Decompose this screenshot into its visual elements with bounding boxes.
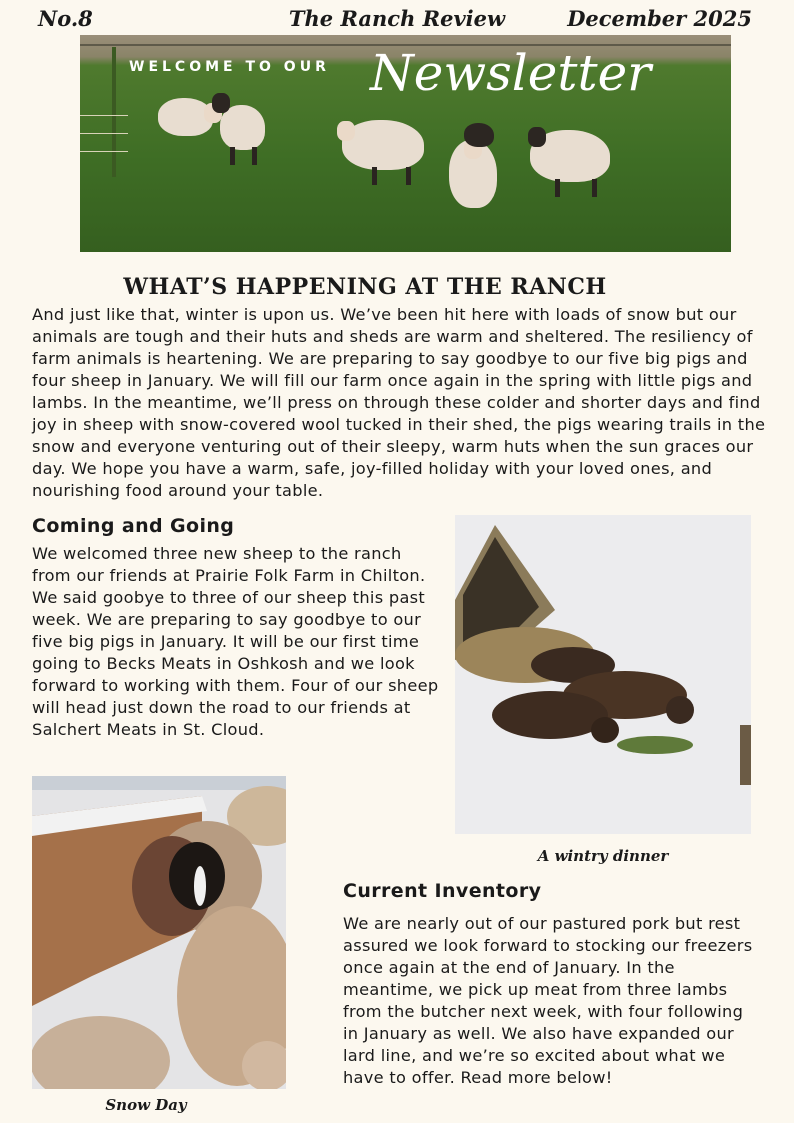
issue-date: December 2025 — [567, 6, 752, 31]
inventory-paragraph: We are nearly out of our pastured pork but rest assured we look forward to stocking our freezers once again at the end of January. In the meantime, we pick up meat from three lambs from the butcher next week, with four following in January as well. We also have expanded our lard line, and we’re so excited about what we have to offer. Read more below! — [343, 914, 753, 1087]
sheep-figure — [220, 105, 265, 150]
coming-going-heading: Coming and Going — [32, 515, 235, 537]
pigs-illustration — [455, 515, 751, 834]
hero-sheep-photo — [80, 35, 731, 252]
sheep-figure — [464, 123, 494, 147]
sheep-snow-illustration — [32, 776, 286, 1089]
sheep-leg — [555, 179, 560, 197]
snow-photo-caption: Snow Day — [105, 1096, 187, 1114]
pigs-in-snow-photo — [455, 515, 751, 834]
section-heading: WHAT’S HAPPENING AT THE RANCH — [123, 274, 607, 300]
sheep-head — [212, 93, 230, 113]
coming-going-paragraph: We welcomed three new sheep to the ranch from our friends at Prairie Folk Farm in Chilton. We said goobye to three of our sheep this past week. We are preparing to say goodbye to our five big pigs in January. It will be our first time going to Becks Meats in Oshkosh and we look forward to working with them. Four of our sheep will head just down the road to our friends at Salchert Meats in St. Cloud. — [32, 544, 439, 739]
sheep-leg — [230, 147, 235, 165]
fence-wire — [80, 133, 128, 134]
fence-wire — [80, 151, 128, 152]
sheep-leg — [372, 167, 377, 185]
sheep-leg — [252, 147, 257, 165]
sheep-leg — [406, 167, 411, 185]
sheep-snow-photo — [32, 776, 286, 1089]
sheep-head — [528, 127, 546, 147]
publication-title: The Ranch Review — [288, 6, 506, 31]
sheep-leg — [592, 179, 597, 197]
sheep-head — [337, 121, 355, 141]
fence-post — [112, 47, 116, 177]
issue-number: No.8 — [38, 6, 93, 31]
newsletter-title: Newsletter — [370, 44, 652, 102]
inventory-heading: Current Inventory — [343, 880, 542, 902]
pig-photo-caption: A wintry dinner — [537, 847, 669, 865]
intro-paragraph: And just like that, winter is upon us. We’ve been hit here with loads of snow but our animals are tough and their huts and sheds are warm and sheltered. The resiliency of farm animals is heartening. We are preparing to say goodbye to our five big pigs and four sheep in January. We will fill our farm once again in the spring with little pigs and lambs. In the meantime, we’ll press on through these colder and shorter days and find joy in sheep with snow-covered wool tucked in their shed, the pigs wearing trails in the snow and everyone venturing out of their sleepy, warm huts when the sun graces our day. We hope you have a warm, safe, joy-filled holiday with your loved ones, and nourishing food around your table. — [32, 305, 766, 500]
welcome-label: WELCOME TO OUR — [129, 59, 330, 75]
fence-wire — [80, 115, 128, 116]
